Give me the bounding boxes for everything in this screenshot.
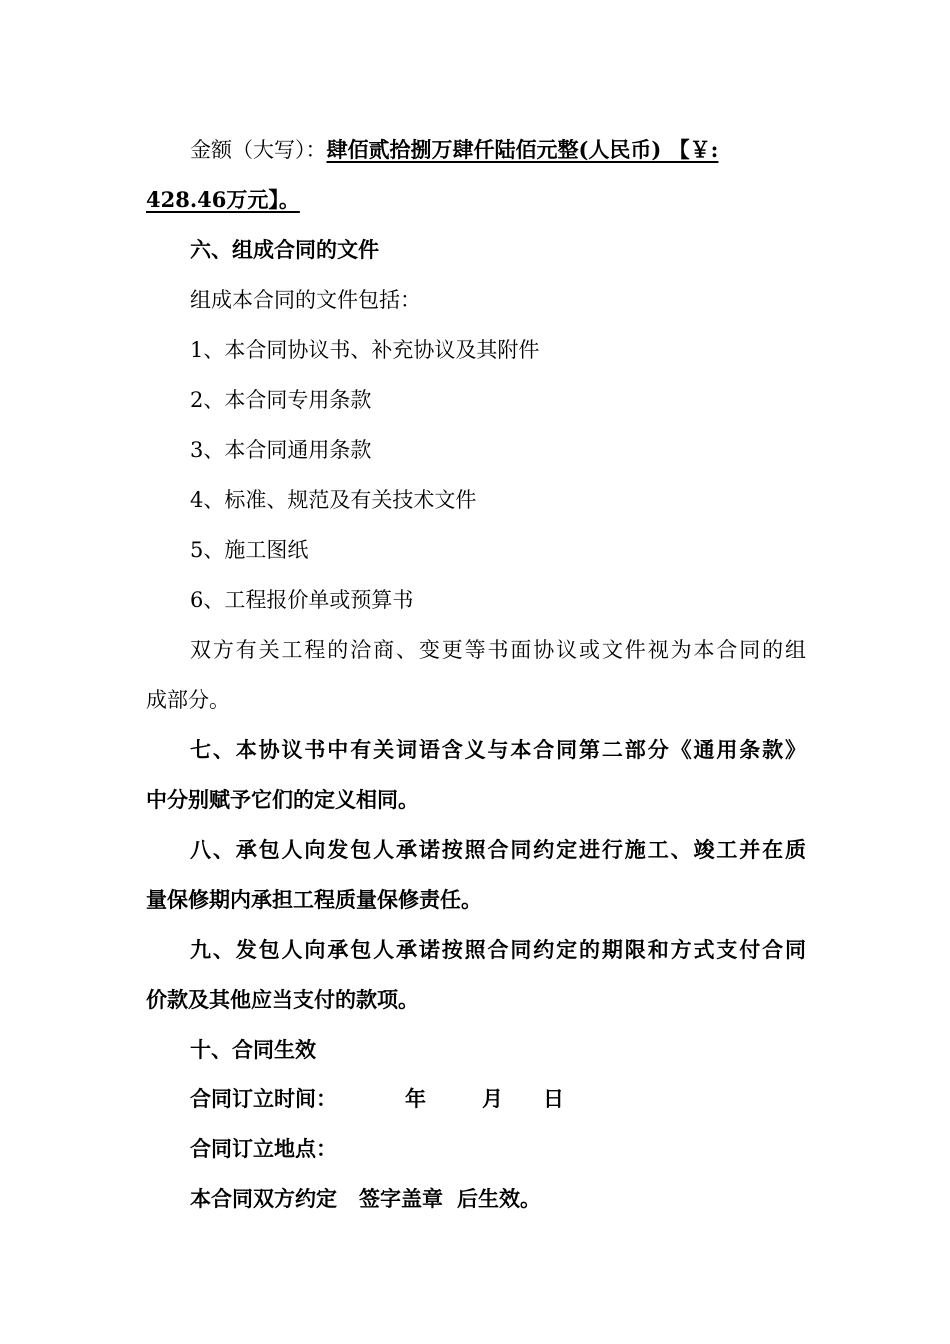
- date-year: 年: [405, 1086, 426, 1111]
- amount-line: [190, 134, 806, 166]
- section9-line2: 价款及其他应当支付的款项。: [146, 987, 419, 1012]
- section8-line2: 量保修期内承担工程质量保修责任。: [146, 887, 482, 912]
- date-day: 日: [543, 1086, 564, 1111]
- section7-line2: 中分别赋予它们的定义相同。: [146, 787, 419, 812]
- list-item: 1、本合同协议书、补充协议及其附件: [190, 338, 540, 362]
- effective-line: [190, 1183, 806, 1215]
- section10-heading: 十、合同生效: [190, 1037, 316, 1062]
- section8-line1: 八、承包人向发包人承诺按照合同约定进行施工、竣工并在质: [190, 837, 806, 862]
- list-item: 6、工程报价单或预算书: [190, 588, 414, 612]
- effective-text-a: 本合同双方约定: [190, 1186, 337, 1211]
- amount-value-figure: 428.46万元】。: [146, 187, 300, 212]
- section6-note-line2: 成部分。: [146, 688, 230, 712]
- section7-line1: 七、本协议书中有关词语含义与本合同第二部分《通用条款》: [190, 737, 806, 762]
- list-item: 3、本合同通用条款: [190, 438, 372, 462]
- section9-line1: 九、发包人向承包人承诺按照合同约定的期限和方式支付合同: [190, 937, 806, 962]
- section6-intro: 组成本合同的文件包括：: [190, 288, 421, 312]
- date-month: 月: [482, 1086, 503, 1111]
- amount-label: 金额（大写）：: [190, 138, 327, 162]
- contract-place-label: 合同订立地点：: [190, 1136, 337, 1161]
- list-item: 4、标准、规范及有关技术文件: [190, 488, 477, 512]
- contract-date-line: [190, 1083, 806, 1115]
- section6-note-line1: 双方有关工程的洽商、变更等书面协议或文件视为本合同的组: [190, 638, 806, 662]
- effective-text-c: 后生效。: [457, 1186, 541, 1211]
- amount-value-figure-line: [146, 184, 806, 216]
- contract-date-label: 合同订立时间：: [190, 1086, 337, 1111]
- list-item: 5、施工图纸: [190, 538, 309, 562]
- list-item: 2、本合同专用条款: [190, 388, 372, 412]
- amount-value-upper: 肆佰贰拾捌万肆仟陆佰元整(人民币) 【￥:: [326, 137, 719, 162]
- effective-text-b: 签字盖章: [359, 1186, 443, 1211]
- section6-heading: 六、组成合同的文件: [190, 237, 379, 262]
